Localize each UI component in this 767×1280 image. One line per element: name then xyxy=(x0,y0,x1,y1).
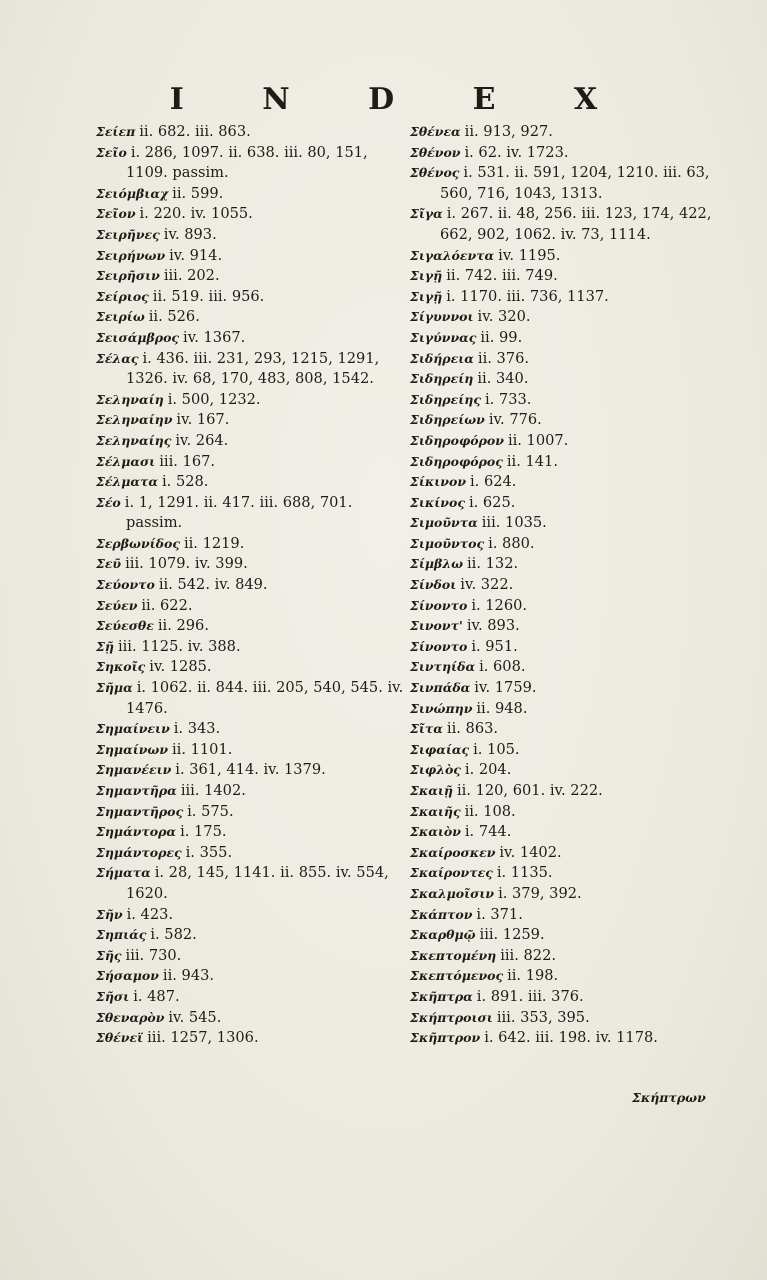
references: i. 1260. xyxy=(471,596,528,614)
index-entry xyxy=(96,987,408,1008)
references: iii. 1257, 1306. xyxy=(147,1029,259,1047)
index-entry xyxy=(410,905,730,926)
references: ii. 376. xyxy=(477,349,530,367)
index-entry xyxy=(96,452,408,473)
headword: Σεύεν xyxy=(96,597,138,613)
headword: Σθένος xyxy=(410,165,460,181)
index-entry xyxy=(96,225,408,246)
index-entry xyxy=(96,822,408,843)
headword: Σειρήνων xyxy=(96,247,166,263)
index-entry xyxy=(96,431,408,452)
headword: Σῖγα xyxy=(410,206,443,222)
headword: Σειρίω xyxy=(96,309,145,325)
references: i. 624. xyxy=(470,473,517,491)
headword: Σηκοῖς xyxy=(96,659,146,675)
headword: Σεῦ xyxy=(96,556,122,572)
index-entry xyxy=(410,575,730,596)
index-entry xyxy=(410,596,730,617)
headword: Σέλμασι xyxy=(96,453,156,469)
headword: Σίκινον xyxy=(410,474,466,490)
headword: Σεληναίη xyxy=(96,391,164,407)
references: i. 500, 1232. xyxy=(167,390,261,408)
references: i. 28, 145, 1141. ii. 855. iv. 554, 1620. xyxy=(126,864,389,902)
headword: Σκάπτον xyxy=(410,906,473,922)
index-entry xyxy=(96,143,408,184)
headword: Σείεπ xyxy=(96,124,136,139)
headword: Σεῖο xyxy=(96,144,127,160)
references: i. 582. xyxy=(150,926,197,944)
index-entry xyxy=(96,575,408,596)
references: i. 625. xyxy=(468,493,516,511)
references: ii. 296. xyxy=(157,617,209,635)
references: iii. 822. xyxy=(500,946,556,964)
index-entry xyxy=(410,987,730,1008)
index-entry xyxy=(410,1008,730,1029)
index-entry xyxy=(96,966,408,987)
index-entry xyxy=(410,863,730,884)
references: ii. 1219. xyxy=(183,534,245,552)
references: ii. 1101. xyxy=(172,740,233,758)
index-entry xyxy=(96,781,408,802)
headword: Σκαίροντες xyxy=(410,865,493,881)
references: i. 62. iv. 1723. xyxy=(464,143,569,161)
references: ii. 108. xyxy=(464,802,516,820)
references: i. 487. xyxy=(133,987,180,1005)
headword: Σκῆπτρον xyxy=(410,1030,481,1046)
index-entry xyxy=(96,184,408,205)
references: ii. 948. xyxy=(476,699,528,717)
headword: Σῇ xyxy=(96,638,114,654)
references: i. 642. iii. 198. iv. 1178. xyxy=(484,1029,658,1047)
index-entry xyxy=(96,349,408,390)
index-entry xyxy=(410,699,730,720)
headword: Σίμβλω xyxy=(410,556,464,572)
references: i. 343. xyxy=(173,720,221,738)
index-entry xyxy=(410,1028,730,1049)
headword: Σθένεα xyxy=(410,124,461,139)
references: iii. 1079. iv. 399. xyxy=(125,555,248,573)
index-entry xyxy=(410,781,730,802)
references: ii. 132. xyxy=(467,555,519,573)
headword: Σινπάδα xyxy=(410,680,471,696)
index-entry xyxy=(96,493,408,534)
references: ii. 863. xyxy=(446,720,499,738)
references: iv. 320. xyxy=(477,308,531,326)
references: iv. 545. xyxy=(168,1008,222,1026)
index-entry xyxy=(410,204,730,245)
references: i. 267. ii. 48, 256. iii. 123, 174, 422, 662, 902, 1062. iv. 73, 1114. xyxy=(440,205,712,243)
index-entry xyxy=(96,204,408,225)
references: i. 951. xyxy=(471,637,518,655)
index-entry xyxy=(410,493,730,514)
index-entry xyxy=(96,287,408,308)
headword: Σκαιῇ xyxy=(410,783,453,798)
headword: Σημαντῆρος xyxy=(96,803,184,819)
headword: Σειρῆσιν xyxy=(96,268,160,284)
index-entry xyxy=(410,637,730,658)
references: i. 379, 392. xyxy=(498,884,582,902)
references: iii. 1035. xyxy=(481,514,547,532)
index-entry xyxy=(96,596,408,617)
references: ii. 913, 927. xyxy=(464,123,553,140)
index-entry xyxy=(410,657,730,678)
right-column xyxy=(410,122,730,1049)
headword: Σεύεσθε xyxy=(96,618,154,634)
index-entry xyxy=(410,266,730,287)
index-entry xyxy=(96,534,408,555)
index-entry xyxy=(96,719,408,740)
index-entry xyxy=(410,822,730,843)
index-entry xyxy=(410,760,730,781)
headword: Σιγῇ xyxy=(410,268,443,284)
references: i. 1, 1291. ii. 417. iii. 688, 701. passim. xyxy=(124,493,353,532)
headword: Σκαιῆς xyxy=(410,803,461,819)
headword: Σίνοντο xyxy=(410,638,468,654)
headword: Σκεπτομένη xyxy=(410,947,497,963)
headword: Σιντηίδα xyxy=(410,659,476,675)
index-entry xyxy=(96,657,408,678)
references: iv. 1367. xyxy=(183,328,246,346)
headword: Σικίνος xyxy=(410,494,465,510)
index-entry xyxy=(410,843,730,864)
index-entry xyxy=(96,266,408,287)
headword: Σθεναρὸν xyxy=(96,1009,165,1025)
headword: Σθένον xyxy=(410,144,461,160)
index-entry xyxy=(410,307,730,328)
references: iii. 1259. xyxy=(479,926,545,944)
index-entry xyxy=(410,287,730,308)
references: iv. 893. xyxy=(466,617,520,635)
references: ii. 943. xyxy=(162,967,215,985)
index-entry xyxy=(410,472,730,493)
headword: Σιγαλόεντα xyxy=(410,247,495,263)
references: iii. 167. xyxy=(159,452,216,470)
references: i. 105. xyxy=(473,740,520,758)
headword: Σιμοῦντος xyxy=(410,535,485,551)
left-column xyxy=(96,122,408,1049)
references: i. 1170. iii. 736, 1137. xyxy=(446,287,609,305)
references: i. 175. xyxy=(180,823,227,841)
headword: Σιδηρείης xyxy=(410,391,481,407)
index-entry xyxy=(96,307,408,328)
index-entry xyxy=(410,534,730,555)
headword: Σιγύννας xyxy=(410,329,477,345)
headword: Σιδηροφόρον xyxy=(410,432,504,448)
index-entry xyxy=(410,616,730,637)
headword: Σκῆπτρα xyxy=(410,988,473,1004)
references: ii. 198. xyxy=(507,967,559,985)
references: iv. 167. xyxy=(176,411,230,429)
page-title: I N D E X xyxy=(169,82,632,117)
headword: Σιγῇ xyxy=(410,288,443,304)
headword: Σκεπτόμενος xyxy=(410,968,504,984)
index-entry xyxy=(410,966,730,987)
references: iv. 914. xyxy=(169,246,223,264)
index-entry xyxy=(410,678,730,699)
headword: Σιφλὸς xyxy=(410,762,461,778)
index-entry xyxy=(410,802,730,823)
index-entry xyxy=(96,905,408,926)
headword: Σίγυννοι xyxy=(410,309,474,325)
headword: Σιδήρεια xyxy=(410,350,474,366)
headword: Σέλας xyxy=(96,350,139,366)
headword: Σειρῆνες xyxy=(96,226,160,242)
references: iv. 264. xyxy=(175,431,229,449)
headword: Σιδηροφόρος xyxy=(410,453,503,469)
references: ii. 682. iii. 863. xyxy=(139,123,251,140)
headword: Σίνοντο xyxy=(410,597,468,613)
references: ii. 742. iii. 749. xyxy=(446,267,558,285)
references: i. 1062. ii. 844. iii. 205, 540, 545. iv. 1476. xyxy=(126,679,404,717)
headword: Σῆσι xyxy=(96,988,130,1004)
headword: Σιδηρείη xyxy=(410,371,474,387)
references: i. 528. xyxy=(162,473,209,491)
index-entry xyxy=(410,719,730,740)
references: i. 423. xyxy=(126,905,174,923)
index-entry xyxy=(410,163,730,204)
headword: Σήσαμον xyxy=(96,968,159,984)
references: iv. 1402. xyxy=(499,843,562,861)
index-entry xyxy=(410,328,730,349)
index-entry xyxy=(410,246,730,267)
headword: Σκαλμοῖσιν xyxy=(410,885,495,901)
headword: Σκήπτροισι xyxy=(410,1009,493,1025)
references: iii. 1402. xyxy=(180,782,246,799)
references: iv. 1759. xyxy=(474,679,537,697)
references: ii. 519. iii. 956. xyxy=(152,287,265,305)
index-entry xyxy=(96,802,408,823)
index-entry xyxy=(410,143,730,164)
index-entry xyxy=(96,472,408,493)
index-entry xyxy=(410,513,730,534)
references: ii. 526. xyxy=(148,308,200,326)
headword: Σεληναίης xyxy=(96,432,172,448)
headword: Σερβωνίδος xyxy=(96,535,180,551)
references: ii. 599. xyxy=(172,184,224,202)
index-entry xyxy=(410,410,730,431)
references: i. 531. ii. 591, 1204, 1210. iii. 63, 560, 716, 1043, 1313. xyxy=(440,164,710,202)
headword: Σημαντῆρα xyxy=(96,783,177,798)
references: i. 355. xyxy=(185,843,233,861)
catchword: Σκήπτρων xyxy=(632,1090,706,1105)
index-entry xyxy=(96,554,408,575)
index-entry xyxy=(96,122,408,143)
references: ii. 141. xyxy=(506,452,558,470)
index-entry xyxy=(410,946,730,967)
index-entry xyxy=(96,1028,408,1049)
index-entry xyxy=(96,946,408,967)
references: i. 436. iii. 231, 293, 1215, 1291, 1326. iv. 68, 170, 483, 808, 1542. xyxy=(126,349,380,388)
references: i. 733. xyxy=(484,390,532,408)
references: ii. 542. iv. 849. xyxy=(158,576,268,594)
references: i. 371. xyxy=(476,905,523,923)
index-entry xyxy=(96,740,408,761)
references: i. 744. xyxy=(464,823,512,841)
references: ii. 99. xyxy=(480,328,523,346)
index-entry xyxy=(96,410,408,431)
index-entry xyxy=(410,349,730,370)
headword: Σείριος xyxy=(96,288,149,304)
headword: Σκαρθμῷ xyxy=(410,927,476,943)
headword: Σεῖον xyxy=(96,206,136,222)
references: iii. 202. xyxy=(163,267,220,285)
headword: Σκαίροσκεν xyxy=(410,844,496,860)
references: iii. 1125. iv. 388. xyxy=(117,637,241,655)
references: i. 1135. xyxy=(496,864,553,882)
index-entry xyxy=(96,1008,408,1029)
headword: Σῆμα xyxy=(96,680,133,696)
headword: Σήματα xyxy=(96,865,151,881)
headword: Σινοντ' xyxy=(410,618,463,634)
headword: Σιφαίας xyxy=(410,741,470,757)
references: i. 220. iv. 1055. xyxy=(139,205,253,223)
references: iv. 322. xyxy=(460,576,514,594)
headword: Σέο xyxy=(96,494,121,510)
headword: Σεισάμβρος xyxy=(96,329,180,345)
references: ii. 1007. xyxy=(507,431,569,449)
index-entry xyxy=(96,246,408,267)
index-entry xyxy=(96,843,408,864)
headword: Σέλματα xyxy=(96,474,158,490)
references: i. 361, 414. iv. 1379. xyxy=(175,761,326,779)
headword: Σίνδοι xyxy=(410,577,457,593)
index-entry xyxy=(410,369,730,390)
index-entry xyxy=(96,390,408,411)
headword: Σῖτα xyxy=(410,721,443,737)
headword: Σημανέειν xyxy=(96,762,172,778)
references: ii. 340. xyxy=(477,370,529,388)
references: ii. 120, 601. iv. 222. xyxy=(456,782,603,799)
references: i. 575. xyxy=(187,802,234,820)
headword: Σιμοῦντα xyxy=(410,515,478,531)
headword: Σῆν xyxy=(96,906,123,922)
references: i. 608. xyxy=(479,658,526,676)
headword: Σεληναίην xyxy=(96,412,173,428)
references: iv. 776. xyxy=(488,411,542,429)
index-entry xyxy=(410,431,730,452)
index-entry xyxy=(96,925,408,946)
references: iii. 730. xyxy=(125,946,182,964)
references: iv. 893. xyxy=(163,225,217,243)
references: i. 204. xyxy=(464,761,512,779)
index-entry xyxy=(410,122,730,143)
references: i. 880. xyxy=(488,534,535,552)
index-entry xyxy=(96,863,408,904)
references: i. 891. iii. 376. xyxy=(476,987,584,1005)
index-entry xyxy=(410,554,730,575)
index-entry xyxy=(410,925,730,946)
headword: Σημάντορες xyxy=(96,844,182,860)
references: ii. 622. xyxy=(141,596,193,614)
references: iv. 1285. xyxy=(149,658,212,676)
headword: Σεύοντο xyxy=(96,577,155,593)
index-entry xyxy=(96,328,408,349)
headword: Σημάντορα xyxy=(96,824,177,840)
index-entry xyxy=(96,637,408,658)
references: i. 286, 1097. ii. 638. iii. 80, 151, 1109. passim. xyxy=(126,143,368,182)
index-entry xyxy=(410,884,730,905)
headword: Σθένεϊ xyxy=(96,1030,144,1046)
index-entry xyxy=(410,390,730,411)
headword: Σημαίνειν xyxy=(96,721,170,737)
index-entry xyxy=(96,760,408,781)
index-entry xyxy=(410,452,730,473)
headword: Σειόμβιαχ xyxy=(96,185,169,201)
references: iii. 353, 395. xyxy=(496,1008,590,1026)
headword: Σημαίνων xyxy=(96,741,168,757)
index-entry xyxy=(410,740,730,761)
headword: Σινώπην xyxy=(410,700,473,716)
index-entry xyxy=(96,678,408,719)
headword: Σῆς xyxy=(96,947,122,963)
headword: Σηπιάς xyxy=(96,927,147,943)
headword: Σιδηρείων xyxy=(410,412,485,428)
headword: Σκαιὸν xyxy=(410,824,461,840)
references: iv. 1195. xyxy=(498,246,561,264)
index-entry xyxy=(96,616,408,637)
